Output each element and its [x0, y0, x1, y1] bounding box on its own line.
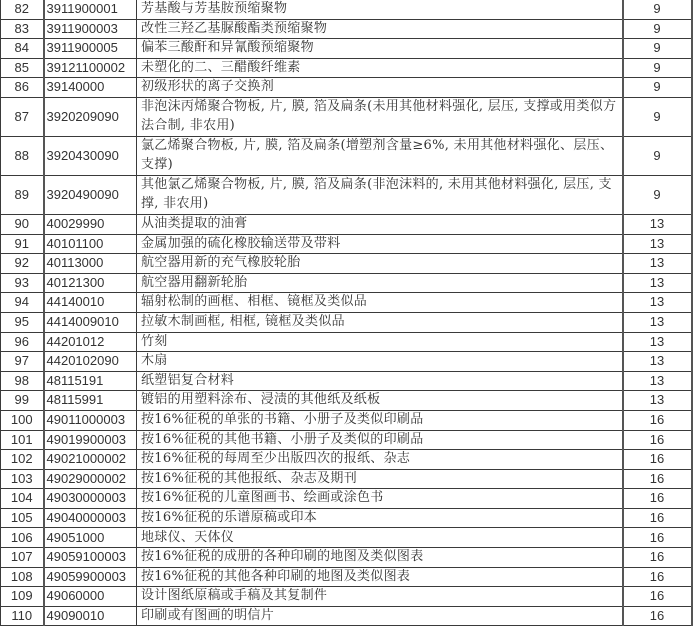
- commodity-code-cell: 49040000003: [44, 508, 137, 528]
- commodity-code-cell: 4414009010: [44, 312, 137, 332]
- commodity-code-cell: 3911900001: [44, 0, 137, 19]
- table-row: [1, 371, 692, 391]
- commodity-name-cell: 镀铝的用塑料涂布、浸渍的其他纸及纸板: [137, 391, 623, 411]
- commodity-name-cell: 按16%征税的单张的书籍、小册子及类似印刷品: [137, 410, 623, 430]
- commodity-code-cell: 3911900005: [44, 39, 137, 59]
- table-row: [1, 587, 692, 607]
- commodity-code-cell: 48115991: [44, 391, 137, 411]
- rebate-rate-cell: 13: [623, 312, 692, 332]
- commodity-name-cell: 设计图纸原稿或手稿及其复制件: [137, 587, 623, 607]
- rebate-rate-cell: 16: [623, 489, 692, 509]
- commodity-name-cell: 纸塑铝复合材料: [137, 371, 623, 391]
- table-row: [1, 0, 692, 19]
- commodity-code-cell: 49019900003: [44, 430, 137, 450]
- commodity-name-cell: 按16%征税的成册的各种印刷的地图及类似图表: [137, 548, 623, 568]
- table-row: [1, 293, 692, 313]
- rebate-rate-cell: 16: [623, 450, 692, 470]
- row-number-cell: 93: [1, 273, 44, 293]
- rebate-rate-cell: 9: [623, 0, 692, 19]
- rebate-rate-cell: 13: [623, 332, 692, 352]
- row-number-cell: 104: [1, 489, 44, 509]
- table-row: [1, 58, 692, 78]
- table-row: [1, 312, 692, 332]
- rebate-rate-cell: 9: [623, 19, 692, 39]
- row-number-cell: 110: [1, 606, 44, 626]
- table-row: [1, 332, 692, 352]
- commodity-code-cell: 49021000002: [44, 450, 137, 470]
- commodity-code-cell: 49051000: [44, 528, 137, 548]
- commodity-code-cell: 39121100002: [44, 58, 137, 78]
- commodity-name-cell: 未塑化的二、三醋酸纤维素: [137, 58, 623, 78]
- commodity-name-cell: 氯乙烯聚合物板, 片, 膜, 箔及扁条(增塑剂含量≥6%, 未用其他材料强化、层压、支撑): [137, 136, 623, 175]
- rebate-rate-cell: 13: [623, 371, 692, 391]
- commodity-code-cell: 40029990: [44, 214, 137, 234]
- rebate-rate-cell: 13: [623, 293, 692, 313]
- table-row: [1, 606, 692, 626]
- table-body: [1, 0, 692, 626]
- row-number-cell: 90: [1, 214, 44, 234]
- row-number-cell: 107: [1, 548, 44, 568]
- rebate-rate-cell: 16: [623, 587, 692, 607]
- rebate-rate-cell: 13: [623, 214, 692, 234]
- commodity-code-cell: 3911900003: [44, 19, 137, 39]
- row-number-cell: 108: [1, 567, 44, 587]
- commodity-code-cell: 3920209090: [44, 97, 137, 136]
- commodity-name-cell: 从油类提取的油膏: [137, 214, 623, 234]
- commodity-code-cell: 40101100: [44, 234, 137, 254]
- commodity-code-cell: 49060000: [44, 587, 137, 607]
- commodity-name-cell: 印刷或有图画的明信片: [137, 606, 623, 626]
- row-number-cell: 89: [1, 175, 44, 214]
- table-row: [1, 548, 692, 568]
- row-number-cell: 101: [1, 430, 44, 450]
- table-row: [1, 214, 692, 234]
- commodity-name-cell: 按16%征税的每周至少出版四次的报纸、杂志: [137, 450, 623, 470]
- rebate-rate-cell: 16: [623, 548, 692, 568]
- commodity-code-cell: 40121300: [44, 273, 137, 293]
- commodity-code-cell: 44201012: [44, 332, 137, 352]
- table-row: [1, 254, 692, 274]
- row-number-cell: 91: [1, 234, 44, 254]
- commodity-code-cell: 3920490090: [44, 175, 137, 214]
- row-number-cell: 103: [1, 469, 44, 489]
- rebate-rate-cell: 16: [623, 410, 692, 430]
- row-number-cell: 82: [1, 0, 44, 19]
- rebate-rate-cell: 13: [623, 234, 692, 254]
- commodity-name-cell: 非泡沫丙烯聚合物板, 片, 膜, 箔及扁条(未用其他材料强化, 层压, 支撑或用类似方法合制, 非农用): [137, 97, 623, 136]
- table-row: [1, 508, 692, 528]
- row-number-cell: 109: [1, 587, 44, 607]
- rebate-rate-cell: 16: [623, 469, 692, 489]
- row-number-cell: 92: [1, 254, 44, 274]
- commodity-code-cell: 49029000002: [44, 469, 137, 489]
- row-number-cell: 102: [1, 450, 44, 470]
- table-row: [1, 450, 692, 470]
- commodity-name-cell: 其他氯乙烯聚合物板, 片, 膜, 箔及扁条(非泡沫料的, 未用其他材料强化, 层压, 支撑, 非农用): [137, 175, 623, 214]
- table-row: [1, 352, 692, 372]
- commodity-code-cell: 48115191: [44, 371, 137, 391]
- table-row: [1, 391, 692, 411]
- commodity-name-cell: 初级形状的离子交换剂: [137, 78, 623, 98]
- commodity-code-cell: 44140010: [44, 293, 137, 313]
- row-number-cell: 88: [1, 136, 44, 175]
- rebate-rate-cell: 16: [623, 528, 692, 548]
- row-number-cell: 95: [1, 312, 44, 332]
- table-row: [1, 528, 692, 548]
- commodity-name-cell: 地球仪、天体仪: [137, 528, 623, 548]
- commodity-name-cell: 竹刻: [137, 332, 623, 352]
- rebate-rate-cell: 9: [623, 136, 692, 175]
- rebate-rate-cell: 16: [623, 606, 692, 626]
- commodity-name-cell: 按16%征税的其他报纸、杂志及期刊: [137, 469, 623, 489]
- commodity-code-cell: 4420102090: [44, 352, 137, 372]
- row-number-cell: 83: [1, 19, 44, 39]
- row-number-cell: 98: [1, 371, 44, 391]
- commodity-code-cell: 49011000003: [44, 410, 137, 430]
- table-row: [1, 567, 692, 587]
- rebate-rate-cell: 16: [623, 508, 692, 528]
- commodity-name-cell: 拉敏木制画框, 相框, 镜框及类似品: [137, 312, 623, 332]
- commodity-name-cell: 偏苯三酸酐和异氰酸预缩聚物: [137, 39, 623, 59]
- rebate-rate-cell: 9: [623, 175, 692, 214]
- row-number-cell: 97: [1, 352, 44, 372]
- table-row: [1, 19, 692, 39]
- rebate-rate-cell: 13: [623, 391, 692, 411]
- commodity-name-cell: 改性三羟乙基脲酸酯类预缩聚物: [137, 19, 623, 39]
- commodity-name-cell: 航空器用翻新轮胎: [137, 273, 623, 293]
- commodity-code-cell: 49090010: [44, 606, 137, 626]
- commodity-name-cell: 木扇: [137, 352, 623, 372]
- rebate-rate-cell: 13: [623, 352, 692, 372]
- rebate-rate-cell: 13: [623, 273, 692, 293]
- row-number-cell: 96: [1, 332, 44, 352]
- table-row: [1, 273, 692, 293]
- table-row: [1, 430, 692, 450]
- table-row: [1, 78, 692, 98]
- commodity-name-cell: 辐射松制的画框、相框、镜框及类似品: [137, 293, 623, 313]
- table-row: [1, 469, 692, 489]
- row-number-cell: 100: [1, 410, 44, 430]
- table-row: [1, 175, 692, 214]
- row-number-cell: 87: [1, 97, 44, 136]
- commodity-name-cell: 按16%征税的儿童图画书、绘画或涂色书: [137, 489, 623, 509]
- commodity-name-cell: 金属加强的硫化橡胶输送带及带料: [137, 234, 623, 254]
- row-number-cell: 105: [1, 508, 44, 528]
- commodity-code-cell: 49030000003: [44, 489, 137, 509]
- rebate-rate-cell: 9: [623, 78, 692, 98]
- rebate-rate-cell: 9: [623, 58, 692, 78]
- commodity-code-cell: 39140000: [44, 78, 137, 98]
- rebate-rate-cell: 16: [623, 430, 692, 450]
- commodity-name-cell: 航空器用新的充气橡胶轮胎: [137, 254, 623, 274]
- commodity-name-cell: 按16%征税的乐谱原稿或印本: [137, 508, 623, 528]
- rebate-rate-cell: 9: [623, 97, 692, 136]
- commodity-name-cell: 按16%征税的其他各种印刷的地图及类似图表: [137, 567, 623, 587]
- commodity-code-cell: 40113000: [44, 254, 137, 274]
- commodity-name-cell: 芳基酸与芳基胺预缩聚物: [137, 0, 623, 19]
- rebate-rate-cell: 9: [623, 39, 692, 59]
- table-row: [1, 97, 692, 136]
- commodity-name-cell: 按16%征税的其他书籍、小册子及类似的印刷品: [137, 430, 623, 450]
- row-number-cell: 99: [1, 391, 44, 411]
- commodity-code-cell: 3920430090: [44, 136, 137, 175]
- commodity-code-cell: 49059900003: [44, 567, 137, 587]
- table-row: [1, 136, 692, 175]
- row-number-cell: 94: [1, 293, 44, 313]
- rebate-rate-cell: 13: [623, 254, 692, 274]
- table-row: [1, 489, 692, 509]
- table-row: [1, 234, 692, 254]
- rebate-rate-cell: 16: [623, 567, 692, 587]
- row-number-cell: 106: [1, 528, 44, 548]
- table-row: [1, 39, 692, 59]
- row-number-cell: 84: [1, 39, 44, 59]
- commodity-code-cell: 49059100003: [44, 548, 137, 568]
- table-row: [1, 410, 692, 430]
- row-number-cell: 85: [1, 58, 44, 78]
- row-number-cell: 86: [1, 78, 44, 98]
